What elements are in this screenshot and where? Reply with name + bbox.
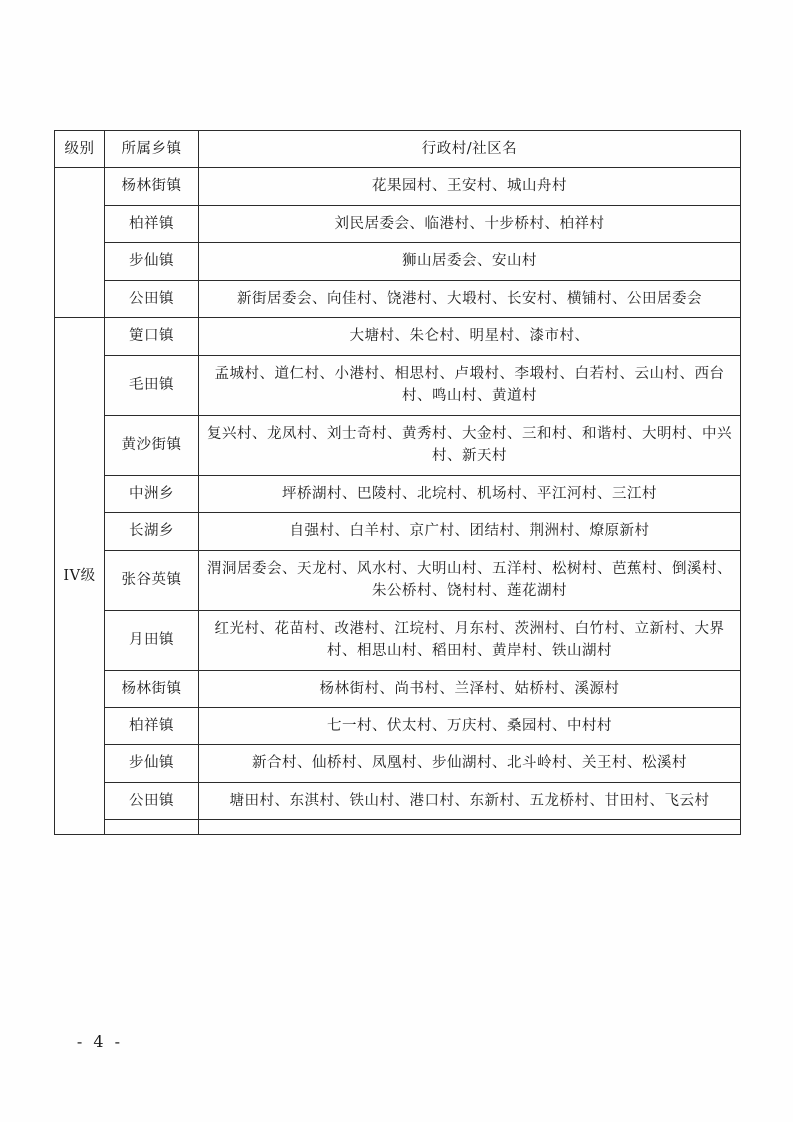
- villages-cell: 塘田村、东淇村、铁山村、港口村、东新村、五龙桥村、甘田村、飞云村: [199, 782, 741, 819]
- village-classification-table: [54, 130, 741, 835]
- town-cell: 步仙镇: [105, 243, 199, 280]
- table-row: [55, 280, 741, 317]
- table-row: [55, 243, 741, 280]
- table-row: [55, 513, 741, 550]
- town-cell: 筻口镇: [105, 318, 199, 355]
- table-row: [55, 707, 741, 744]
- table-row: [55, 745, 741, 782]
- villages-cell: 孟城村、道仁村、小港村、相思村、卢塅村、李塅村、白若村、云山村、西台村、鸣山村、黄道村: [199, 355, 741, 415]
- page-number: - 4 -: [76, 1032, 124, 1051]
- table-header-row: [55, 131, 741, 168]
- level-cell-group: IV级: [55, 318, 105, 835]
- table-row: [55, 355, 741, 415]
- table-row: [55, 205, 741, 242]
- header-level: 级别: [55, 131, 105, 168]
- villages-cell: 杨林街村、尚书村、兰泽村、姑桥村、溪源村: [199, 670, 741, 707]
- town-cell: 张谷英镇: [105, 550, 199, 610]
- table-row: [55, 550, 741, 610]
- town-cell: 月田镇: [105, 610, 199, 670]
- villages-cell: 大塘村、朱仑村、明星村、漆市村、: [199, 318, 741, 355]
- town-cell: 柏祥镇: [105, 707, 199, 744]
- villages-cell: 刘民居委会、临港村、十步桥村、柏祥村: [199, 205, 741, 242]
- town-cell: 杨林街镇: [105, 168, 199, 205]
- town-cell: 中洲乡: [105, 475, 199, 512]
- villages-cell: 狮山居委会、安山村: [199, 243, 741, 280]
- town-cell: 毛田镇: [105, 355, 199, 415]
- town-cell: 黄沙街镇: [105, 415, 199, 475]
- town-cell: 步仙镇: [105, 745, 199, 782]
- villages-cell: 新街居委会、向佳村、饶港村、大塅村、长安村、横铺村、公田居委会: [199, 280, 741, 317]
- villages-cell: 新合村、仙桥村、凤凰村、步仙湖村、北斗岭村、关王村、松溪村: [199, 745, 741, 782]
- table-row: [55, 415, 741, 475]
- table-row: [55, 318, 741, 355]
- villages-cell: [199, 820, 741, 835]
- villages-cell: 坪桥湖村、巴陵村、北垸村、机场村、平江河村、三江村: [199, 475, 741, 512]
- table-row: [55, 820, 741, 835]
- table-row: [55, 168, 741, 205]
- villages-cell: 自强村、白羊村、京广村、团结村、荆洲村、燎原新村: [199, 513, 741, 550]
- header-town: 所属乡镇: [105, 131, 199, 168]
- town-cell: 长湖乡: [105, 513, 199, 550]
- villages-cell: 复兴村、龙凤村、刘士奇村、黄秀村、大金村、三和村、和谐村、大明村、中兴村、新天村: [199, 415, 741, 475]
- villages-cell: 花果园村、王安村、城山舟村: [199, 168, 741, 205]
- town-cell: 公田镇: [105, 782, 199, 819]
- table-header: [55, 131, 741, 168]
- table-row: [55, 782, 741, 819]
- villages-cell: 红光村、花苗村、改港村、江垸村、月东村、茨洲村、白竹村、立新村、大界村、相思山村、稻田村、黄岸村、铁山湖村: [199, 610, 741, 670]
- town-cell: 柏祥镇: [105, 205, 199, 242]
- table-body: [55, 168, 741, 835]
- header-villages: 行政村/社区名: [199, 131, 741, 168]
- table-row: [55, 670, 741, 707]
- town-cell: 杨林街镇: [105, 670, 199, 707]
- town-cell: [105, 820, 199, 835]
- villages-cell: 七一村、伏太村、万庆村、桑园村、中村村: [199, 707, 741, 744]
- villages-cell: 渭洞居委会、天龙村、风水村、大明山村、五洋村、松树村、芭蕉村、倒溪村、朱公桥村、饶村村、莲花湖村: [199, 550, 741, 610]
- level-cell-blank: [55, 168, 105, 318]
- table-row: [55, 610, 741, 670]
- town-cell: 公田镇: [105, 280, 199, 317]
- table-row: [55, 475, 741, 512]
